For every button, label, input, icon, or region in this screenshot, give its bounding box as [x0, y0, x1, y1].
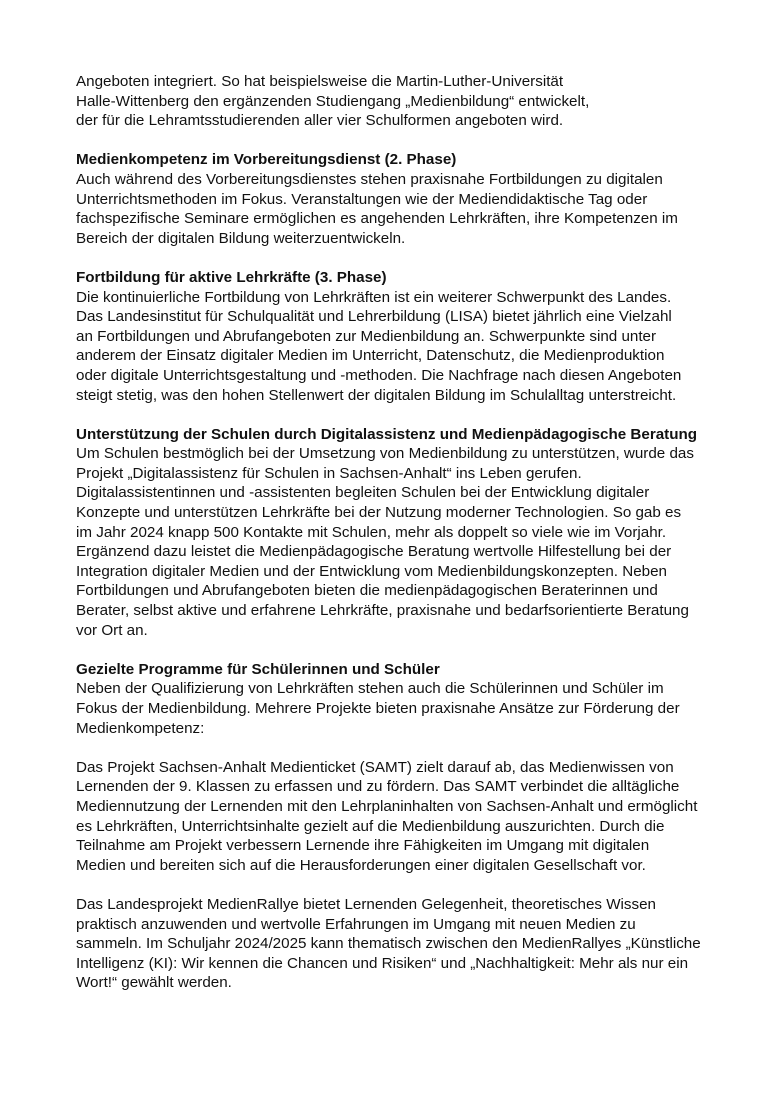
body-line: Medienkompetenz:	[76, 719, 205, 737]
body-line: Angeboten integriert. So hat beispielsweise die Martin-Luther-Universität	[76, 73, 564, 90]
body-line: Ergänzend dazu leistet die Medienpädagogische Beratung wertvolle Hilfestellung bei der	[76, 543, 672, 561]
body-line: Neben der Qualifizierung von Lehrkräften stehen auch die Schülerinnen und Schüler im	[76, 680, 664, 698]
body-line: Bereich der digitalen Bildung weiterzuentwickeln.	[76, 229, 406, 247]
body-line: praktisch anzuwenden und wertvolle Erfahrungen im Umgang mit neuen Medien zu	[76, 915, 636, 933]
body-line: an Fortbildungen und Abrufangeboten zur Medienbildung an. Schwerpunkte sind unter	[76, 327, 657, 345]
body-line: Digitalassistentinnen und -assistenten begleiten Schulen bei der Entwicklung digitaler	[76, 484, 650, 502]
body-line: Das Landesprojekt MedienRallye bietet Lernenden Gelegenheit, theoretisches Wissen	[76, 895, 657, 913]
body-line: Konzepte und unterstützen Lehrkräfte bei der Nutzung moderner Technologien. So gab es	[76, 504, 682, 522]
body-line: fachspezifische Seminare ermöglichen es angehenden Lehrkräften, ihre Kompetenzen im	[76, 210, 678, 228]
body-line: anderem der Einsatz digitaler Medien im Unterricht, Datenschutz, die Medienproduktion	[76, 347, 665, 365]
body-line: Auch während des Vorbereitungsdienstes stehen praxisnahe Fortbildungen zu digitalen	[76, 170, 663, 188]
body-line: im Jahr 2024 knapp 500 Kontakte mit Schulen, mehr als doppelt so viele wie im Vorjahr.	[76, 523, 667, 541]
paragraph-intro-continuation	[76, 72, 712, 131]
section-digitalassistenz	[76, 425, 712, 641]
body-line: Unterrichtsmethoden im Fokus. Veranstaltungen wie der Mediendidaktische Tag oder	[76, 190, 648, 208]
body-line: Projekt „Digitalassistenz für Schulen in Sachsen-Anhalt“ ins Leben gerufen.	[76, 464, 582, 482]
section-programme-schueler	[76, 660, 712, 738]
paragraph-samt	[76, 758, 712, 876]
body-line: Fokus der Medienbildung. Mehrere Projekte bieten praxisnahe Ansätze zur Förderung der	[76, 700, 680, 717]
section-heading: Unterstützung der Schulen durch Digitalassistenz und Medienpädagogische Beratung	[76, 425, 698, 443]
body-line: Teilnahme am Projekt verbessern Lernende ihre Fähigkeiten im Umgang mit digitalen	[76, 837, 650, 855]
body-line: Medien und bereiten sich auf die Herausforderungen einer digitalen Gesellschaft vor.	[76, 856, 646, 874]
section-heading: Medienkompetenz im Vorbereitungsdienst (2. Phase)	[76, 151, 457, 169]
body-line: Fortbildungen und Abrufangeboten bieten die medienpädagogischen Beraterinnen und	[76, 582, 658, 600]
section-heading: Fortbildung für aktive Lehrkräfte (3. Phase)	[76, 268, 387, 286]
body-line: steigt stetig, was den hohen Stellenwert der digitalen Bildung im Schulalltag unterstreicht.	[76, 386, 677, 404]
body-line: Halle-Wittenberg den ergänzenden Studiengang „Medienbildung“ entwickelt,	[76, 92, 590, 110]
body-line: Die kontinuierliche Fortbildung von Lehrkräften ist ein weiterer Schwerpunkt des Landes.	[76, 288, 672, 306]
body-line: Um Schulen bestmöglich bei der Umsetzung von Medienbildung zu unterstützen, wurde das	[76, 445, 694, 463]
body-line: es Lehrkräften, Unterrichtsinhalte gezielt auf die Medienbildung auszurichten. Durch die	[76, 817, 665, 835]
section-fortbildung	[76, 268, 712, 405]
body-line: vor Ort an.	[76, 621, 148, 639]
body-line: Das Landesinstitut für Schulqualität und Lehrerbildung (LISA) bietet jährlich eine Vielzahl	[76, 308, 672, 326]
body-line: Das Projekt Sachsen-Anhalt Medienticket (SAMT) zielt darauf ab, das Medienwissen von	[76, 758, 674, 776]
body-line: Berater, selbst aktive und erfahrene Lehrkräfte, praxisnahe und bedarfsorientierte Beratung	[76, 602, 689, 620]
body-line: der für die Lehramtsstudierenden aller vier Schulformen angeboten wird.	[76, 112, 564, 130]
section-vorbereitungsdienst	[76, 150, 712, 248]
body-line: Lernenden der 9. Klassen zu erfassen und zu fördern. Das SAMT verbindet die alltägliche	[76, 778, 680, 796]
body-line: Mediennutzung der Lernenden mit den Lehrplaninhalten von Sachsen-Anhalt und ermöglicht	[76, 797, 698, 815]
body-line: Integration digitaler Medien und der Entwicklung vom Medienbildungskonzepten. Neben	[76, 562, 667, 580]
body-line: sammeln. Im Schuljahr 2024/2025 kann thematisch zwischen den MedienRallyes „Künstliche	[76, 935, 701, 953]
body-line: Wort!“ gewählt werden.	[76, 974, 232, 992]
body-line: Intelligenz (KI): Wir kennen die Chancen und Risiken“ und „Nachhaltigkeit: Mehr als nur ein	[76, 954, 689, 972]
paragraph-medienrallye	[76, 895, 712, 993]
document-page	[76, 72, 712, 1013]
body-line: oder digitale Unterrichtsgestaltung und -methoden. Die Nachfrage nach diesen Angeboten	[76, 366, 682, 384]
section-heading: Gezielte Programme für Schülerinnen und Schüler	[76, 660, 440, 678]
